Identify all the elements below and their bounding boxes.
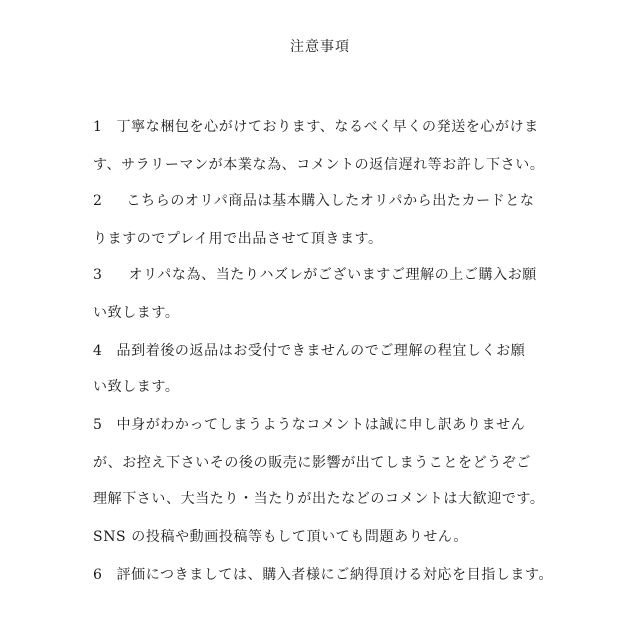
item-4-line-1 <box>93 340 525 360</box>
item-1-line-2: す、サラリーマンが本業な為、コメントの返信遅れ等お許し下さい。 <box>93 157 545 173</box>
item-number: 5 <box>93 417 103 433</box>
item-4-line-2: い致します。 <box>93 379 180 395</box>
item-3-line-2: い致します。 <box>93 305 180 321</box>
item-number: 2 <box>93 193 103 209</box>
item-text: こちらのオリパ商品は基本購入したオリパから出たカードとな <box>126 193 535 209</box>
item-5-line-2: が、お控え下さいその後の販売に影響が出てしまうことをどうぞご <box>93 455 531 471</box>
item-6-line-1 <box>93 564 553 584</box>
item-2-line-2: りますのでプレイ用で出品させて頂きます。 <box>93 231 383 247</box>
page-title: 注意事項 <box>290 39 350 55</box>
item-number: 6 <box>93 567 103 583</box>
item-text: オリパな為、当たりハズレがございますご理解の上ご購入お願 <box>128 267 537 283</box>
item-text: 丁寧な梱包を心がけております、なるべく早くの発送を心がけま <box>116 119 539 135</box>
item-text: 評価につきましては、購入者様にご納得頂ける対応を目指します。 <box>116 567 554 583</box>
item-text: 中身がわかってしまうようなコメントは誠に申し訳ありません <box>116 417 526 433</box>
item-number: 4 <box>93 343 103 359</box>
item-5-line-1 <box>93 414 525 434</box>
item-3-line-1 <box>93 264 537 284</box>
item-number: 1 <box>93 119 103 135</box>
item-2-line-1 <box>93 190 534 210</box>
item-5-line-3: 理解下さい、大当たり・当たりが出たなどのコメントは大歓迎です。 <box>93 491 545 507</box>
item-1-line-1 <box>93 116 539 136</box>
item-text: 品到着後の返品はお受付できませんのでご理解の程宜しくお願 <box>116 343 526 359</box>
item-number: 3 <box>93 267 103 283</box>
item-5-line-4: SNS の投稿や動画投稿等もして頂いても問題ありせん。 <box>93 529 468 545</box>
